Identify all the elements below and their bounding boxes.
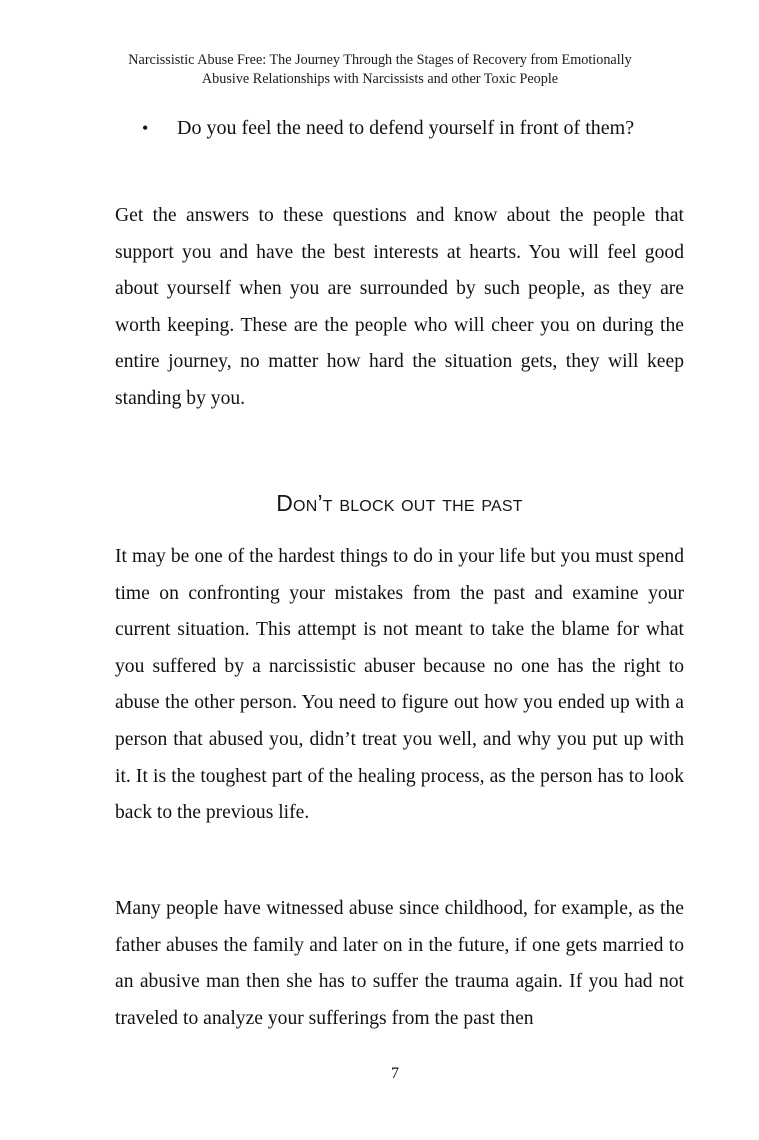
body-paragraph: It may be one of the hardest things to do in your life but you must spend time on confronting your mistakes from the past and examine your current situation. This attempt is not meant to take the blame for what you suffered by a narcissistic abuser because no one has the right to abuse the other person. You need to figure out how you ended up with a person that abused you, didn’t treat you well, and why you put up with it. It is the toughest part of the healing process, as the person has to look back to the previous life.: [115, 546, 684, 824]
body-paragraph: Get the answers to these questions and know about the people that support you and have the best interests at hearts. You will feel good about yourself when you are surrounded by such people, as they are worth keeping. These are the people who will cheer you on during the entire journey, no matter how hard the situation gets, they will keep standing by you.: [115, 205, 684, 409]
page-number: 7: [391, 1065, 399, 1082]
body-paragraph: Many people have witnessed abuse since childhood, for example, as the father abuses the family and later on in the future, if one gets married to an abusive man then she has to suffer the trauma again. If you had not traveled to analyze your sufferings from the past then: [115, 898, 684, 1029]
section-heading: Don’t block out the past: [276, 490, 523, 516]
bullet-point-icon: •: [142, 118, 149, 138]
running-header: [60, 51, 700, 89]
running-header-line-2: Abusive Relationships with Narcissists and other Toxic People: [201, 71, 559, 87]
bullet-text: Do you feel the need to defend yourself in front of them?: [177, 117, 635, 139]
running-header-line-1: Narcissistic Abuse Free: The Journey Through the Stages of Recovery from Emotionally: [128, 52, 632, 68]
